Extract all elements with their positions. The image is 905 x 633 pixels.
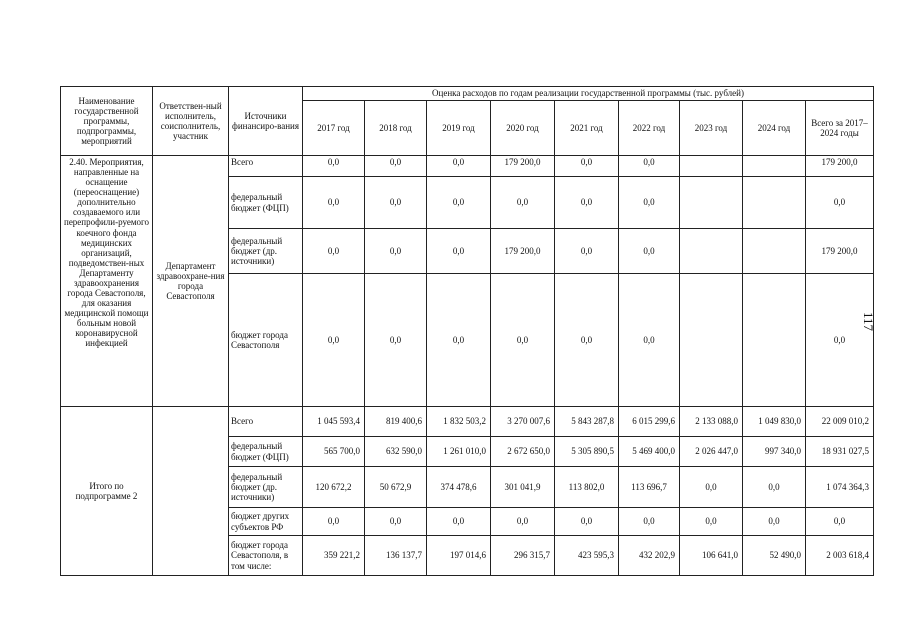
value-cell: 0,0 bbox=[365, 177, 427, 229]
value-cell: 2 026 447,0 bbox=[680, 437, 743, 467]
value-cell: 5 305 890,5 bbox=[555, 437, 619, 467]
value-cell: 1 832 503,2 bbox=[427, 407, 491, 437]
value-cell: 0,0 bbox=[619, 274, 680, 407]
value-cell: 50 672,9 bbox=[365, 467, 427, 508]
header-year-total: Всего за 2017–2024 годы bbox=[806, 101, 874, 156]
value-cell: 0,0 bbox=[619, 229, 680, 274]
header-cost-estimate: Оценка расходов по годам реализации государственной программы (тыс. рублей) bbox=[303, 87, 874, 101]
source-cell: бюджет города Севастополя, в том числе: bbox=[229, 536, 303, 576]
value-cell: 106 641,0 bbox=[680, 536, 743, 576]
value-cell: 1 074 364,3 bbox=[806, 467, 874, 508]
header-year: 2022 год bbox=[619, 101, 680, 156]
value-cell: 0,0 bbox=[680, 508, 743, 536]
header-row-1 bbox=[61, 87, 874, 101]
value-cell: 997 340,0 bbox=[743, 437, 806, 467]
value-cell: 0,0 bbox=[555, 274, 619, 407]
value-cell: 3 270 007,6 bbox=[491, 407, 555, 437]
source-cell: Всего bbox=[229, 156, 303, 177]
source-cell: бюджет других субъектов РФ bbox=[229, 508, 303, 536]
value-cell: 0,0 bbox=[303, 229, 365, 274]
header-year: 2023 год bbox=[680, 101, 743, 156]
value-cell: 0,0 bbox=[427, 508, 491, 536]
value-cell bbox=[680, 156, 743, 177]
value-cell: 0,0 bbox=[427, 177, 491, 229]
header-year: 2020 год bbox=[491, 101, 555, 156]
value-cell: 0,0 bbox=[303, 508, 365, 536]
value-cell: 0,0 bbox=[619, 177, 680, 229]
value-cell: 423 595,3 bbox=[555, 536, 619, 576]
value-cell: 0,0 bbox=[743, 508, 806, 536]
value-cell: 0,0 bbox=[555, 508, 619, 536]
financing-table bbox=[60, 86, 874, 576]
value-cell: 1 045 593,4 bbox=[303, 407, 365, 437]
value-cell bbox=[680, 229, 743, 274]
header-year: 2021 год bbox=[555, 101, 619, 156]
source-cell: федеральный бюджет (ФЦП) bbox=[229, 437, 303, 467]
value-cell: 0,0 bbox=[806, 177, 874, 229]
value-cell: 1 049 830,0 bbox=[743, 407, 806, 437]
value-cell: 565 700,0 bbox=[303, 437, 365, 467]
header-year: 2018 год bbox=[365, 101, 427, 156]
value-cell: 0,0 bbox=[555, 156, 619, 177]
header-source: Источники финансиро-вания bbox=[229, 87, 303, 156]
value-cell: 374 478,6 bbox=[427, 467, 491, 508]
value-cell: 1 261 010,0 bbox=[427, 437, 491, 467]
table-row bbox=[61, 407, 874, 437]
value-cell: 632 590,0 bbox=[365, 437, 427, 467]
value-cell: 18 931 027,5 bbox=[806, 437, 874, 467]
header-year: 2019 год bbox=[427, 101, 491, 156]
value-cell: 197 014,6 bbox=[427, 536, 491, 576]
value-cell: 2 672 650,0 bbox=[491, 437, 555, 467]
value-cell: 296 315,7 bbox=[491, 536, 555, 576]
value-cell: 0,0 bbox=[806, 508, 874, 536]
source-cell: федеральный бюджет (др. источники) bbox=[229, 467, 303, 508]
value-cell bbox=[743, 156, 806, 177]
value-cell: 0,0 bbox=[491, 508, 555, 536]
value-cell: 0,0 bbox=[619, 508, 680, 536]
value-cell: 6 015 299,6 bbox=[619, 407, 680, 437]
value-cell: 0,0 bbox=[743, 467, 806, 508]
value-cell: 179 200,0 bbox=[806, 229, 874, 274]
value-cell: 0,0 bbox=[555, 229, 619, 274]
source-cell: Всего bbox=[229, 407, 303, 437]
value-cell: 2 133 088,0 bbox=[680, 407, 743, 437]
executor-name: Департамент здравоохране-ния города Севастополя bbox=[153, 156, 229, 407]
value-cell: 0,0 bbox=[365, 229, 427, 274]
value-cell bbox=[680, 274, 743, 407]
value-cell: 136 137,7 bbox=[365, 536, 427, 576]
header-name: Наименование государственной программы, подпрограммы, мероприятий bbox=[61, 87, 153, 156]
value-cell: 2 003 618,4 bbox=[806, 536, 874, 576]
value-cell: 819 400,6 bbox=[365, 407, 427, 437]
value-cell: 0,0 bbox=[303, 177, 365, 229]
value-cell: 5 843 287,8 bbox=[555, 407, 619, 437]
header-year: 2017 год bbox=[303, 101, 365, 156]
value-cell: 0,0 bbox=[365, 274, 427, 407]
value-cell: 0,0 bbox=[303, 274, 365, 407]
value-cell: 432 202,9 bbox=[619, 536, 680, 576]
value-cell: 301 041,9 bbox=[491, 467, 555, 508]
value-cell: 0,0 bbox=[555, 177, 619, 229]
source-cell: федеральный бюджет (др. источники) bbox=[229, 229, 303, 274]
value-cell: 0,0 bbox=[365, 508, 427, 536]
table-row bbox=[61, 156, 874, 177]
value-cell: 179 200,0 bbox=[806, 156, 874, 177]
value-cell: 0,0 bbox=[365, 156, 427, 177]
value-cell bbox=[743, 229, 806, 274]
source-cell: бюджет города Севастополя bbox=[229, 274, 303, 407]
executor-name bbox=[153, 407, 229, 576]
source-cell: федеральный бюджет (ФЦП) bbox=[229, 177, 303, 229]
header-year: 2024 год bbox=[743, 101, 806, 156]
value-cell: 0,0 bbox=[427, 274, 491, 407]
value-cell: 0,0 bbox=[619, 156, 680, 177]
value-cell bbox=[680, 177, 743, 229]
value-cell: 0,0 bbox=[427, 229, 491, 274]
value-cell bbox=[743, 274, 806, 407]
value-cell: 0,0 bbox=[303, 156, 365, 177]
subprogram-total-name: Итого по подпрограмме 2 bbox=[61, 407, 153, 576]
value-cell: 52 490,0 bbox=[743, 536, 806, 576]
value-cell: 120 672,2 bbox=[303, 467, 365, 508]
value-cell: 0,0 bbox=[427, 156, 491, 177]
value-cell: 22 009 010,2 bbox=[806, 407, 874, 437]
value-cell: 113 802,0 bbox=[555, 467, 619, 508]
value-cell bbox=[743, 177, 806, 229]
value-cell: 359 221,2 bbox=[303, 536, 365, 576]
value-cell: 0,0 bbox=[491, 177, 555, 229]
value-cell: 179 200,0 bbox=[491, 229, 555, 274]
activity-name: 2.40. Мероприятия, направленные на оснащение (переоснащение) дополнительно создаваемого или перепрофили-руемого коечного фонда медицинских организаций, подведомствен-ных Департаменту здравоохранения города Севастополя, для оказания медицинской помощи больным новой коронавирусной инфекцией bbox=[61, 156, 153, 407]
value-cell: 113 696,7 bbox=[619, 467, 680, 508]
value-cell: 0,0 bbox=[806, 274, 874, 407]
header-executor: Ответствен-ный исполнитель, соисполнитель, участник bbox=[153, 87, 229, 156]
value-cell: 179 200,0 bbox=[491, 156, 555, 177]
value-cell: 5 469 400,0 bbox=[619, 437, 680, 467]
page-number: 117 bbox=[861, 312, 876, 332]
value-cell: 0,0 bbox=[680, 467, 743, 508]
value-cell: 0,0 bbox=[491, 274, 555, 407]
